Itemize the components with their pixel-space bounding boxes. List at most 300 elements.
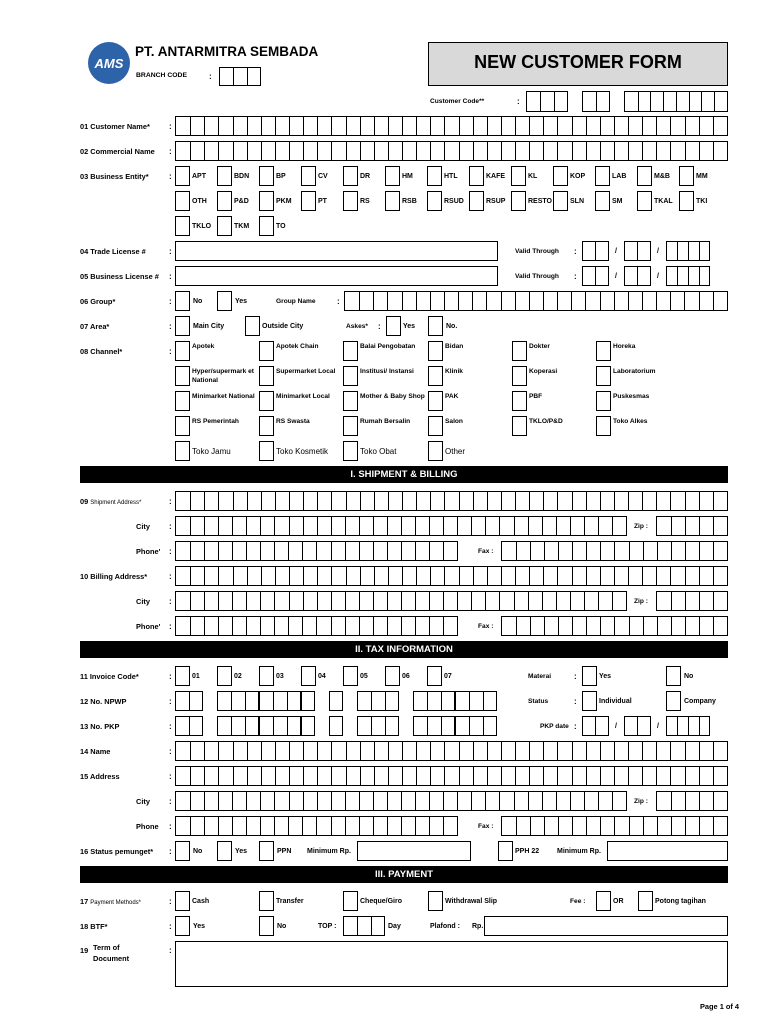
billing-zip-input[interactable] [656, 591, 728, 611]
tax-fax-label: Fax : [478, 823, 494, 830]
area-label: 07 Area* [80, 322, 110, 331]
customer-name-label: 01 Customer Name* [80, 122, 150, 131]
colon: : [574, 697, 577, 706]
colon: : [169, 497, 172, 506]
entity-label: P&D [234, 198, 249, 205]
date-separator: / [615, 723, 617, 730]
colon: : [169, 722, 172, 731]
pkp-digit-group[interactable] [175, 716, 203, 736]
invoice-code-label: 07 [444, 673, 452, 680]
channel-label: Hyper/supermark et National [192, 368, 254, 384]
section-tax-information: II. TAX INFORMATION [80, 641, 728, 658]
invoice-code-checkbox[interactable] [385, 666, 400, 686]
colon: : [169, 597, 172, 606]
channel-checkbox[interactable] [343, 391, 358, 411]
shipment-fax-input[interactable] [501, 541, 728, 561]
pph22-checkbox[interactable] [498, 841, 513, 861]
entity-checkbox[interactable] [595, 166, 610, 186]
main-city-checkbox[interactable] [175, 316, 190, 336]
npwp-digit-group[interactable] [455, 691, 497, 711]
day-label: Day [388, 923, 401, 930]
shipment-phone-label: Phone' [136, 547, 161, 556]
status-company-label: Company [684, 698, 716, 705]
entity-label: HM [402, 173, 413, 180]
svg-text:AMS: AMS [94, 56, 124, 71]
askes-yes-label: Yes [403, 323, 416, 330]
channel-checkbox[interactable] [259, 441, 274, 461]
channel-checkbox[interactable] [175, 366, 190, 386]
colon: : [169, 922, 172, 931]
channel-checkbox[interactable] [259, 341, 274, 361]
entity-checkbox[interactable] [679, 191, 694, 211]
pph22-minimum-label: Minimum Rp. [557, 848, 601, 855]
colon: : [378, 322, 381, 331]
entity-label: TKLO [192, 223, 212, 230]
business-license-valid-year-input[interactable] [666, 266, 710, 286]
channel-checkbox[interactable] [343, 366, 358, 386]
payment-methods-label [80, 897, 141, 908]
entity-checkbox[interactable] [469, 191, 484, 211]
pkp-digit-group[interactable] [259, 716, 301, 736]
date-separator: / [615, 273, 617, 280]
top-label: TOP : [318, 923, 337, 930]
pkp-date-month-input[interactable] [624, 716, 651, 736]
entity-checkbox[interactable] [175, 191, 190, 211]
invoice-code-label: 01 [192, 673, 200, 680]
channel-label: Toko Obat [360, 447, 397, 456]
materai-yes-checkbox[interactable] [582, 666, 597, 686]
channel-label: Horeka [613, 343, 636, 350]
colon: : [169, 322, 172, 331]
entity-checkbox[interactable] [469, 166, 484, 186]
business-entity-label: 03 Business Entity* [80, 172, 149, 181]
plafond-rp-label: Rp. [472, 923, 484, 930]
entity-label: M&B [654, 173, 670, 180]
business-license-valid-day-input[interactable] [582, 266, 609, 286]
pkp-date-label: PKP date [540, 723, 569, 730]
colon: : [169, 946, 172, 955]
customer-code-input-3[interactable] [624, 91, 728, 112]
entity-label: RESTO [528, 198, 552, 205]
billing-fax-label: Fax : [478, 623, 494, 630]
tax-name-input[interactable] [175, 741, 728, 761]
invoice-code-label: 11 Invoice Code* [80, 672, 139, 681]
customer-code-label: Customer Code** [430, 98, 485, 105]
tax-fax-input[interactable] [501, 816, 728, 836]
entity-checkbox[interactable] [343, 191, 358, 211]
trade-license-input[interactable] [175, 241, 498, 261]
colon: : [169, 847, 172, 856]
shipment-zip-input[interactable] [656, 516, 728, 536]
fee-label: Fee : [570, 898, 586, 905]
section-payment: III. PAYMENT [80, 866, 728, 883]
channel-checkbox[interactable] [428, 416, 443, 436]
payment-method-label: Cheque/Giro [360, 898, 403, 905]
billing-address-input[interactable] [175, 566, 728, 586]
ppn-minimum-input[interactable] [357, 841, 471, 861]
pkp-digit-group[interactable] [217, 716, 259, 736]
btf-no-checkbox[interactable] [259, 916, 274, 936]
colon: : [169, 347, 172, 356]
materai-no-label: No [684, 673, 694, 680]
shipment-city-input[interactable] [175, 516, 627, 536]
entity-checkbox[interactable] [553, 191, 568, 211]
pemunget-yes-label: Yes [235, 848, 248, 855]
billing-phone-input[interactable] [175, 616, 458, 636]
channel-checkbox[interactable] [428, 441, 443, 461]
pkp-digit-group[interactable] [329, 716, 343, 736]
npwp-label: 12 No. NPWP [80, 697, 127, 706]
fee-or-checkbox[interactable] [596, 891, 611, 911]
npwp-digit-group[interactable] [301, 691, 315, 711]
shipment-address-text: Shipment Address* [90, 500, 142, 506]
field-number: 17 [80, 897, 89, 906]
status-company-checkbox[interactable] [666, 691, 681, 711]
channel-label: Minimarket National [192, 393, 255, 400]
colon: : [169, 772, 172, 781]
colon: : [169, 297, 172, 306]
colon: : [169, 272, 172, 281]
entity-checkbox[interactable] [175, 166, 190, 186]
tax-phone-input[interactable] [175, 816, 458, 836]
invoice-code-checkbox[interactable] [259, 666, 274, 686]
btf-yes-label: Yes [193, 923, 206, 930]
entity-label: BDN [234, 173, 250, 180]
materai-yes-label: Yes [599, 673, 612, 680]
entity-checkbox[interactable] [427, 166, 442, 186]
channel-label: Salon [445, 418, 463, 425]
askes-no-label: No. [446, 323, 458, 330]
tax-zip-input[interactable] [656, 791, 728, 811]
channel-checkbox[interactable] [428, 341, 443, 361]
group-yes-label: Yes [235, 298, 248, 305]
channel-label: Minimarket Local [276, 393, 330, 400]
askes-no-checkbox[interactable] [428, 316, 443, 336]
channel-label: 08 Channel* [80, 347, 123, 356]
colon: : [169, 122, 172, 131]
entity-checkbox[interactable] [259, 166, 274, 186]
channel-label: Mother & Baby Shop [360, 393, 425, 400]
entity-label: RSB [402, 198, 417, 205]
colon: : [574, 247, 577, 256]
channel-label: Other [445, 447, 466, 456]
branch-code-label: BRANCH CODE [136, 72, 187, 79]
npwp-digit-group[interactable] [357, 691, 399, 711]
invoice-code-checkbox[interactable] [427, 666, 442, 686]
entity-label: TKI [696, 198, 708, 205]
colon: : [169, 522, 172, 531]
colon: : [169, 622, 172, 631]
tax-name-label: 14 Name [80, 747, 111, 756]
entity-label: OTH [192, 198, 207, 205]
invoice-code-label: 02 [234, 673, 242, 680]
trade-license-valid-month-input[interactable] [624, 241, 651, 261]
channel-checkbox[interactable] [175, 441, 190, 461]
entity-checkbox[interactable] [385, 166, 400, 186]
top-input[interactable] [343, 916, 385, 936]
channel-checkbox[interactable] [343, 416, 358, 436]
tax-address-input[interactable] [175, 766, 728, 786]
pkp-date-year-input[interactable] [666, 716, 710, 736]
colon: : [574, 722, 577, 731]
entity-checkbox[interactable] [301, 191, 316, 211]
invoice-code-checkbox[interactable] [217, 666, 232, 686]
invoice-code-label: 03 [276, 673, 284, 680]
channel-checkbox[interactable] [512, 391, 527, 411]
entity-checkbox[interactable] [217, 216, 232, 236]
customer-name-input[interactable] [175, 116, 728, 136]
entity-checkbox[interactable] [217, 166, 232, 186]
date-separator: / [657, 723, 659, 730]
tax-city-input[interactable] [175, 791, 627, 811]
business-license-valid-month-input[interactable] [624, 266, 651, 286]
shipment-address-input[interactable] [175, 491, 728, 511]
trade-license-valid-day-input[interactable] [582, 241, 609, 261]
channel-label: RS Pemerintah [192, 418, 239, 425]
potong-tagihan-label: Potong tagihan [655, 898, 706, 905]
colon: : [169, 147, 172, 156]
tax-city-label: City [136, 797, 150, 806]
fee-or-label: OR [613, 898, 624, 905]
channel-checkbox[interactable] [596, 366, 611, 386]
date-separator: / [615, 248, 617, 255]
entity-label: BP [276, 173, 286, 180]
valid-through-label: Valid Through [515, 248, 559, 255]
channel-label: RS Swasta [276, 418, 310, 425]
pph22-label: PPH 22 [515, 848, 540, 855]
payment-method-checkbox[interactable] [428, 891, 443, 911]
commercial-name-input[interactable] [175, 141, 728, 161]
entity-checkbox[interactable] [553, 166, 568, 186]
entity-label: PKM [276, 198, 292, 205]
npwp-digit-group[interactable] [217, 691, 259, 711]
payment-method-label: Transfer [276, 898, 304, 905]
pkp-digit-group[interactable] [413, 716, 455, 736]
payment-methods-text: Payment Methods* [90, 900, 141, 906]
askes-label: Askes* [346, 323, 368, 330]
btf-no-label: No [277, 923, 287, 930]
entity-checkbox[interactable] [637, 191, 652, 211]
channel-label: Bidan [445, 343, 464, 350]
form-title: NEW CUSTOMER FORM [474, 52, 682, 72]
company-logo [88, 42, 130, 84]
entity-label: TKAL [654, 198, 673, 205]
channel-checkbox[interactable] [259, 366, 274, 386]
colon: : [169, 672, 172, 681]
entity-checkbox[interactable] [217, 191, 232, 211]
colon: : [169, 797, 172, 806]
outside-city-checkbox[interactable] [245, 316, 260, 336]
entity-label: MM [696, 173, 708, 180]
entity-label: LAB [612, 173, 627, 180]
channel-label: Institusi/ Instansi [360, 368, 414, 375]
entity-label: SLN [570, 198, 584, 205]
branch-code-input[interactable] [219, 67, 261, 86]
field-number: 09 [80, 497, 89, 506]
invoice-code-checkbox[interactable] [343, 666, 358, 686]
colon: : [574, 672, 577, 681]
pph22-minimum-input[interactable] [607, 841, 728, 861]
entity-checkbox[interactable] [385, 191, 400, 211]
shipment-zip-label: Zip : [634, 523, 648, 530]
pkp-digit-group[interactable] [357, 716, 399, 736]
billing-city-input[interactable] [175, 591, 627, 611]
channel-label: Toko Alkes [613, 418, 648, 425]
shipment-phone-input[interactable] [175, 541, 458, 561]
group-name-input[interactable] [344, 291, 728, 311]
group-no-checkbox[interactable] [175, 291, 190, 311]
channel-checkbox[interactable] [343, 341, 358, 361]
term-of-document-label: Term of Document [93, 943, 130, 963]
invoice-code-label: 06 [402, 673, 410, 680]
ppn-checkbox[interactable] [259, 841, 274, 861]
colon: : [209, 72, 212, 81]
entity-checkbox[interactable] [511, 191, 526, 211]
channel-label: Koperasi [529, 368, 558, 375]
trade-license-valid-year-input[interactable] [666, 241, 710, 261]
group-yes-checkbox[interactable] [217, 291, 232, 311]
channel-checkbox[interactable] [428, 391, 443, 411]
channel-label: PAK [445, 393, 459, 400]
channel-checkbox[interactable] [259, 391, 274, 411]
channel-checkbox[interactable] [175, 416, 190, 436]
colon: : [169, 697, 172, 706]
group-label: 06 Group* [80, 297, 116, 306]
payment-method-checkbox[interactable] [175, 891, 190, 911]
colon: : [169, 572, 172, 581]
entity-label: KOP [570, 173, 586, 180]
pkp-digit-group[interactable] [455, 716, 497, 736]
channel-label: Supermarket Local [276, 368, 336, 375]
entity-label: TO [276, 223, 286, 230]
channel-checkbox[interactable] [512, 341, 527, 361]
entity-label: KAFE [486, 173, 506, 180]
pemunget-yes-checkbox[interactable] [217, 841, 232, 861]
entity-checkbox[interactable] [679, 166, 694, 186]
company-name: PT. ANTARMITRA SEMBADA [135, 44, 319, 59]
materai-label: Materai [528, 673, 552, 680]
invoice-code-checkbox[interactable] [301, 666, 316, 686]
channel-checkbox[interactable] [512, 366, 527, 386]
entity-label: RSUP [486, 198, 506, 205]
channel-label: Puskesmas [613, 393, 650, 400]
business-license-input[interactable] [175, 266, 498, 286]
entity-checkbox[interactable] [511, 166, 526, 186]
entity-label: DR [360, 173, 371, 180]
plafond-input[interactable] [484, 916, 728, 936]
colon: : [169, 172, 172, 181]
colon: : [574, 272, 577, 281]
business-license-label: 05 Business License # [80, 272, 159, 281]
invoice-code-label: 05 [360, 673, 368, 680]
channel-checkbox[interactable] [512, 416, 527, 436]
channel-label: Toko Kosmetik [276, 447, 329, 456]
channel-checkbox[interactable] [596, 416, 611, 436]
customer-code-input-1[interactable] [526, 91, 568, 112]
channel-label: Klinik [445, 368, 463, 375]
channel-label: Laboratorium [613, 368, 656, 375]
tax-zip-label: Zip : [634, 798, 648, 805]
channel-checkbox[interactable] [428, 366, 443, 386]
colon: : [169, 747, 172, 756]
materai-no-checkbox[interactable] [666, 666, 681, 686]
customer-code-input-2[interactable] [582, 91, 610, 112]
pkp-digit-group[interactable] [301, 716, 315, 736]
entity-label: RSUD [444, 198, 464, 205]
colon: : [169, 822, 172, 831]
npwp-digit-group[interactable] [175, 691, 203, 711]
outside-city-label: Outside City [262, 323, 304, 330]
main-city-label: Main City [193, 323, 225, 330]
payment-method-checkbox[interactable] [259, 891, 274, 911]
billing-address-label: 10 Billing Address* [80, 572, 148, 581]
entity-checkbox[interactable] [259, 191, 274, 211]
invoice-code-checkbox[interactable] [175, 666, 190, 686]
potong-tagihan-checkbox[interactable] [638, 891, 653, 911]
entity-checkbox[interactable] [301, 166, 316, 186]
ppn-minimum-label: Minimum Rp. [307, 848, 351, 855]
shipment-city-label: City [136, 522, 150, 531]
entity-label: CV [318, 173, 328, 180]
group-name-label: Group Name [276, 298, 316, 305]
channel-label: Balai Pengobatan [360, 343, 416, 350]
valid-through-label: Valid Through [515, 273, 559, 280]
logo-icon [88, 42, 130, 84]
entity-checkbox[interactable] [637, 166, 652, 186]
term-of-document-input[interactable] [175, 941, 728, 987]
channel-checkbox[interactable] [175, 391, 190, 411]
pemunget-no-checkbox[interactable] [175, 841, 190, 861]
section-shipment-billing: I. SHIPMENT & BILLING [80, 466, 728, 483]
entity-checkbox[interactable] [175, 216, 190, 236]
channel-checkbox[interactable] [175, 341, 190, 361]
ppn-label: PPN [277, 848, 292, 855]
channel-label: PBF [529, 393, 543, 400]
channel-label: Rumah Bersalin [360, 418, 411, 425]
channel-checkbox[interactable] [343, 441, 358, 461]
channel-checkbox[interactable] [596, 341, 611, 361]
entity-checkbox[interactable] [343, 166, 358, 186]
pkp-date-day-input[interactable] [582, 716, 609, 736]
billing-fax-input[interactable] [501, 616, 728, 636]
entity-checkbox[interactable] [427, 191, 442, 211]
npwp-digit-group[interactable] [259, 691, 301, 711]
channel-checkbox[interactable] [596, 391, 611, 411]
entity-checkbox[interactable] [595, 191, 610, 211]
colon: : [169, 897, 172, 906]
status-label: Status [528, 698, 549, 705]
npwp-digit-group[interactable] [329, 691, 343, 711]
channel-label: Apotek [192, 343, 215, 350]
pkp-label: 13 No. PKP [80, 722, 120, 731]
entity-checkbox[interactable] [259, 216, 274, 236]
btf-yes-checkbox[interactable] [175, 916, 190, 936]
payment-method-checkbox[interactable] [343, 891, 358, 911]
channel-checkbox[interactable] [259, 416, 274, 436]
invoice-code-label: 04 [318, 673, 326, 680]
entity-label: KL [528, 173, 538, 180]
colon: : [169, 547, 172, 556]
npwp-digit-group[interactable] [413, 691, 455, 711]
askes-yes-checkbox[interactable] [386, 316, 401, 336]
term-number: 19 [80, 946, 89, 955]
status-individual-checkbox[interactable] [582, 691, 597, 711]
channel-label: Toko Jamu [192, 447, 231, 456]
entity-label: HTL [444, 173, 458, 180]
billing-phone-label: Phone' [136, 622, 161, 631]
entity-label: SM [612, 198, 623, 205]
tax-phone-label: Phone [136, 822, 159, 831]
